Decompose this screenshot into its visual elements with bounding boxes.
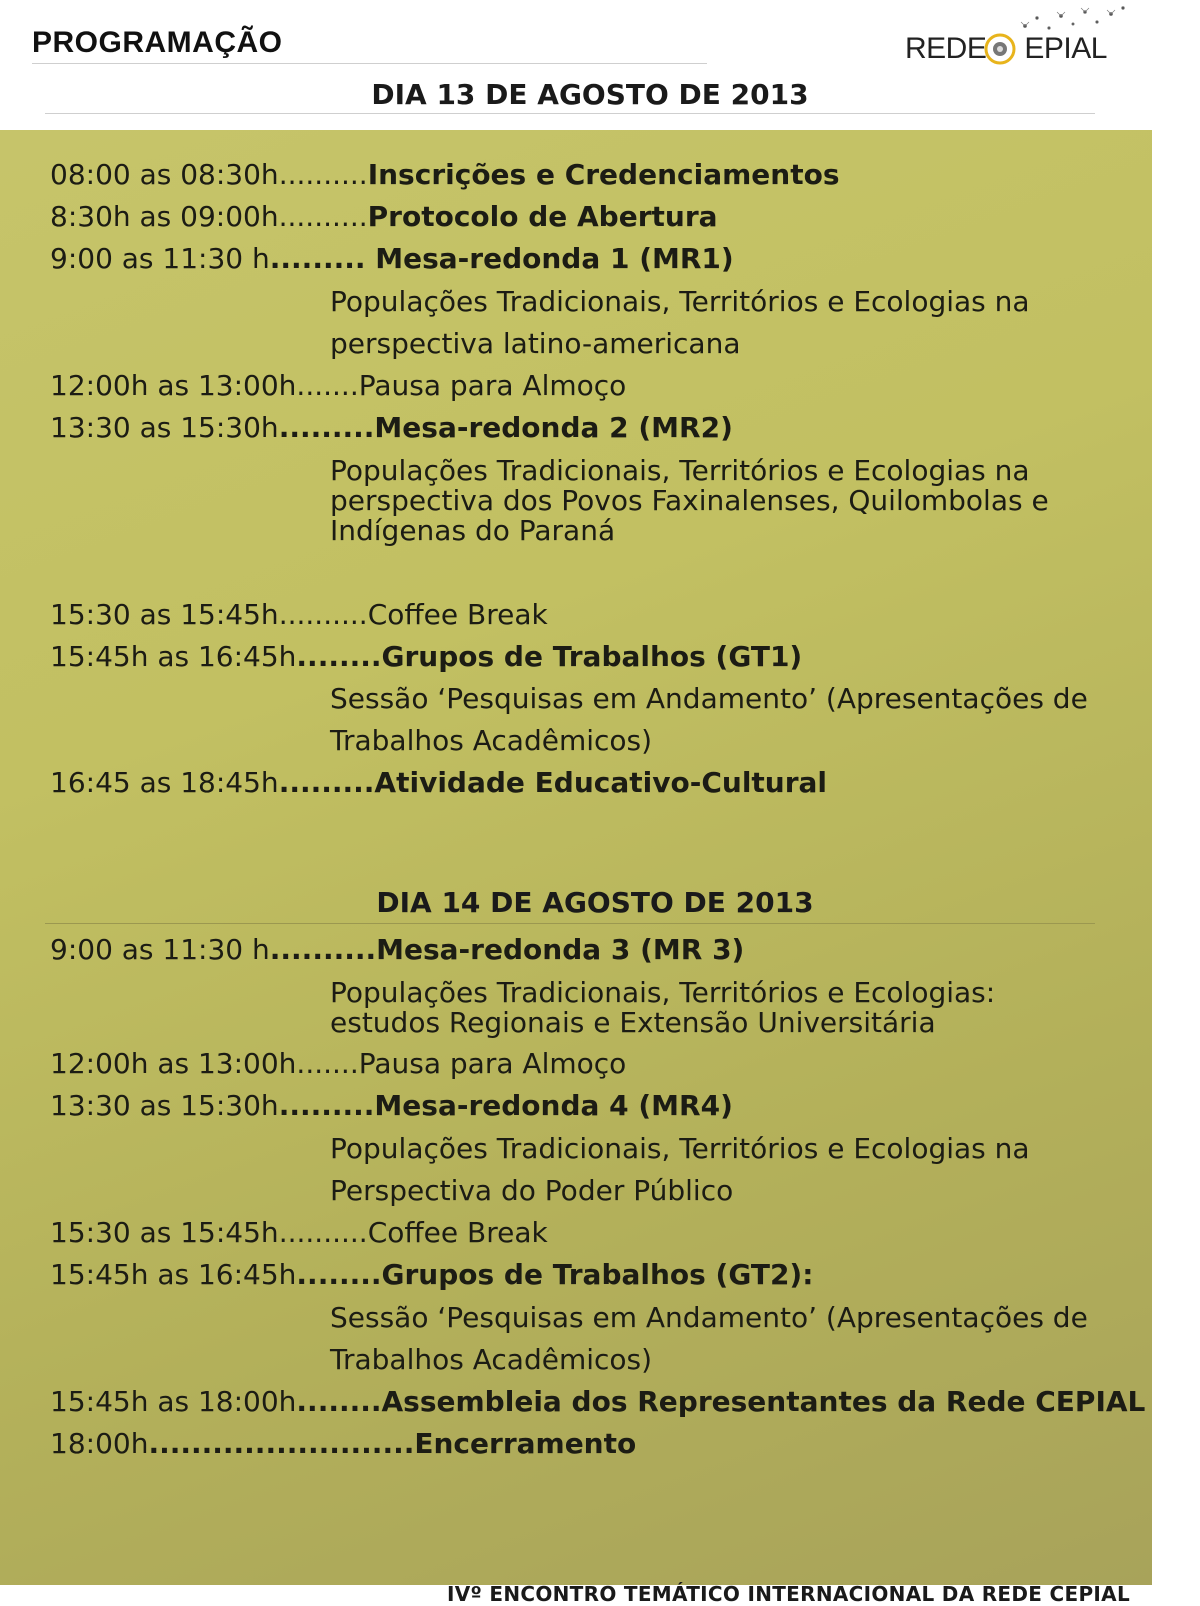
item-time: 9:00 as 11:30 h (50, 242, 270, 275)
item-time: 15:45h as 16:45h (50, 640, 297, 673)
item-description: Trabalhos Acadêmicos) (330, 724, 653, 757)
schedule-item (50, 1385, 1145, 1418)
item-dots: ........ (296, 640, 382, 673)
item-time: 08:00 as 08:30h (50, 158, 279, 191)
item-title: Atividade Educativo-Cultural (374, 766, 828, 799)
item-description: Populações Tradicionais, Territórios e Ecologias: (330, 976, 996, 1009)
schedule-item (50, 411, 733, 444)
schedule-panel (0, 130, 1152, 1585)
item-title: Coffee Break (367, 1216, 548, 1249)
logo-text-right: EPIAL (1024, 32, 1107, 65)
item-dots: ........ (296, 1385, 382, 1418)
item-description: Sessão ‘Pesquisas em Andamento’ (Apresentações de (330, 1301, 1088, 1334)
item-title: Pausa para Almoço (358, 1047, 627, 1080)
item-title: Inscrições e Credenciamentos (367, 158, 840, 191)
day-heading-14: DIA 14 DE AGOSTO DE 2013 (376, 886, 814, 919)
item-dots: .......... (278, 1216, 368, 1249)
schedule-item (50, 242, 734, 275)
item-time: 15:30 as 15:45h (50, 1216, 279, 1249)
item-description: Indígenas do Paraná (330, 514, 616, 547)
title-divider (32, 63, 707, 64)
schedule-item (50, 1427, 636, 1460)
schedule-item (50, 933, 744, 966)
schedule-item (50, 1258, 813, 1291)
item-dots: ......................... (148, 1427, 415, 1460)
day-heading-13: DIA 13 DE AGOSTO DE 2013 (371, 78, 809, 111)
item-dots: .......... (269, 933, 377, 966)
item-description: Populações Tradicionais, Territórios e Ecologias na (330, 285, 1030, 318)
item-dots: ....... (296, 369, 359, 402)
item-dots: .......... (278, 200, 368, 233)
schedule-item (50, 200, 718, 233)
item-description: Perspectiva do Poder Público (330, 1174, 734, 1207)
item-title: Mesa-redonda 1 (MR1) (375, 242, 734, 275)
item-time: 13:30 as 15:30h (50, 411, 279, 444)
event-footer: IVº ENCONTRO TEMÁTICO INTERNACIONAL DA REDE CEPIAL (447, 1582, 1130, 1606)
item-description: Populações Tradicionais, Territórios e Ecologias na (330, 1132, 1030, 1165)
item-description: estudos Regionais e Extensão Universitária (330, 1006, 936, 1039)
item-title: Mesa-redonda 2 (MR2) (374, 411, 733, 444)
day-divider (45, 113, 1095, 114)
item-time: 8:30h as 09:00h (50, 200, 279, 233)
item-description: perspectiva latino-americana (330, 327, 741, 360)
item-title: Grupos de Trabalhos (GT1) (381, 640, 803, 673)
logo-text-left: REDE (905, 32, 987, 65)
schedule-item (50, 369, 626, 402)
item-title: Pausa para Almoço (358, 369, 627, 402)
schedule-item (50, 766, 827, 799)
item-title: Coffee Break (367, 598, 548, 631)
item-description: Trabalhos Acadêmicos) (330, 1343, 653, 1376)
item-dots: ......... (278, 411, 375, 444)
logo-text (905, 32, 1107, 66)
item-dots: ......... (278, 1089, 375, 1122)
item-title: Grupos de Trabalhos (GT2): (381, 1258, 814, 1291)
item-time: 15:45h as 18:00h (50, 1385, 297, 1418)
item-time: 15:30 as 15:45h (50, 598, 279, 631)
item-title: Mesa-redonda 4 (MR4) (374, 1089, 733, 1122)
item-time: 16:45 as 18:45h (50, 766, 279, 799)
item-dots: ....... (296, 1047, 359, 1080)
item-dots: ........ (296, 1258, 382, 1291)
item-title: Assembleia dos Representantes da Rede CEPIAL (381, 1385, 1146, 1418)
schedule-item (50, 1089, 733, 1122)
item-title: Mesa-redonda 3 (MR 3) (376, 933, 745, 966)
item-time: 12:00h as 13:00h (50, 369, 297, 402)
schedule-item (50, 1216, 548, 1249)
item-title: Protocolo de Abertura (367, 200, 718, 233)
rede-cepial-logo (905, 4, 1145, 74)
item-description: perspectiva dos Povos Faxinalenses, Quilombolas e (330, 484, 1049, 517)
page-title: PROGRAMAÇÃO (32, 26, 283, 59)
item-description: Populações Tradicionais, Territórios e Ecologias na (330, 454, 1030, 487)
item-title: Encerramento (414, 1427, 637, 1460)
schedule-item (50, 1047, 626, 1080)
day-divider (45, 923, 1095, 924)
item-description: Sessão ‘Pesquisas em Andamento’ (Apresentações de (330, 682, 1088, 715)
item-dots: ......... (269, 242, 376, 275)
item-time: 15:45h as 16:45h (50, 1258, 297, 1291)
item-dots: .......... (278, 598, 368, 631)
schedule-item (50, 598, 548, 631)
item-dots: .......... (278, 158, 368, 191)
item-time: 18:00h (50, 1427, 149, 1460)
schedule-item (50, 158, 840, 191)
item-time: 13:30 as 15:30h (50, 1089, 279, 1122)
item-dots: ......... (278, 766, 375, 799)
schedule-item (50, 640, 802, 673)
item-time: 9:00 as 11:30 h (50, 933, 270, 966)
item-time: 12:00h as 13:00h (50, 1047, 297, 1080)
